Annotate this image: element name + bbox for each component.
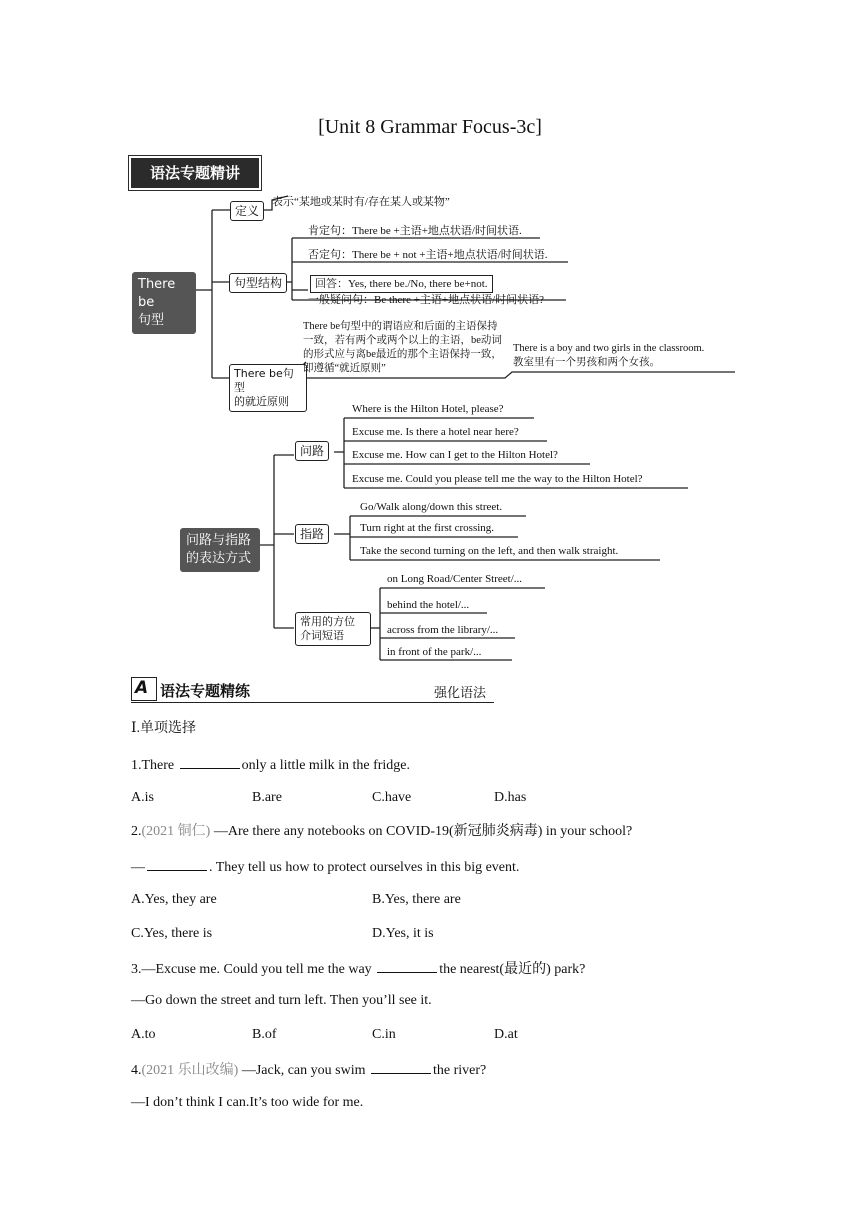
node-give-directions: 指路: [295, 524, 329, 544]
root-node-label: There be 句型: [138, 277, 176, 328]
q3-option-a[interactable]: A.to: [131, 1027, 156, 1042]
node-prepositional-phrases: 常用的方位 介词短语: [295, 612, 371, 646]
section-title: 语法专题精练: [160, 682, 251, 700]
section-a-mark: A: [131, 677, 157, 701]
preposition-item: on Long Road/Center Street/...: [387, 573, 523, 585]
question-1: 1.There only a little milk in the fridge.: [131, 755, 410, 775]
q3-option-d[interactable]: D.at: [494, 1027, 518, 1042]
section-divider: [131, 702, 494, 703]
question-3-line2: —Go down the street and turn left. Then you’ll see it.: [131, 993, 432, 1008]
example-english: There is a boy and two girls in the classroom.: [513, 343, 705, 354]
preposition-item: across from the library/...: [387, 624, 499, 636]
q3-option-b[interactable]: B.of: [252, 1027, 277, 1042]
direction-item: Take the second turning on the left, and then walk straight.: [360, 545, 619, 557]
q2-option-d[interactable]: D.Yes, it is: [372, 926, 434, 941]
node-ask-way: 问路: [295, 441, 329, 461]
answer-blank[interactable]: [377, 959, 437, 973]
structure-affirmative: 肯定句：There be +主语+地点状语/时间状语.: [308, 225, 522, 237]
question-2-line2: — . They tell us how to protect ourselves in this big event.: [131, 857, 519, 877]
ask-item: Where is the Hilton Hotel, please?: [352, 403, 504, 415]
section-banner: 语法专题精讲: [131, 158, 259, 188]
proximity-example: [513, 342, 738, 370]
question-4-line2: —I don’t think I can.It’s too wide for me.: [131, 1095, 364, 1110]
question-source: (2021 铜仁): [141, 824, 211, 839]
q1-option-d[interactable]: D.has: [494, 790, 527, 805]
question-2: 2.(2021 铜仁) —Are there any notebooks on COVID-19(新冠肺炎病毒) in your school?: [131, 824, 633, 839]
structure-answer: 回答：Yes, there be./No, there be+not.: [310, 275, 493, 293]
question-source: (2021 乐山改编): [141, 1063, 239, 1078]
example-chinese: 教室里有一个男孩和两个女孩。: [513, 357, 660, 368]
q2-option-b[interactable]: B.Yes, there are: [372, 892, 461, 907]
answer-blank[interactable]: [147, 857, 207, 871]
q2-option-c[interactable]: C.Yes, there is: [131, 926, 213, 941]
q1-option-c[interactable]: C.have: [372, 790, 412, 805]
root-node-directions-label: 问路与指路 的表达方式: [186, 533, 252, 566]
direction-item: Turn right at the first crossing.: [360, 522, 495, 534]
section-subtitle: 强化语法: [434, 686, 487, 701]
preposition-item: in front of the park/...: [387, 646, 482, 658]
structure-negative: 否定句：There be + not +主语+地点状语/时间状语.: [308, 249, 548, 261]
answer-blank[interactable]: [180, 755, 240, 769]
node-proximity-rule: There be句型 的就近原则: [229, 364, 307, 412]
direction-item: Go/Walk along/down this street.: [360, 501, 503, 513]
ask-item: Excuse me. Is there a hotel near here?: [352, 426, 519, 438]
root-node-there-be: [132, 272, 196, 334]
q2-option-a[interactable]: A.Yes, they are: [131, 892, 217, 907]
q3-option-c[interactable]: C.in: [372, 1027, 396, 1042]
part-heading: Ⅰ.单项选择: [131, 721, 197, 736]
proximity-rule-text: There be句型中的谓语应和后面的主语保持一致，若有两个或两个以上的主语，be动词的形式应与离be最近的那个主语保持一致，即遵循“就近原则”: [303, 321, 502, 374]
q1-option-b[interactable]: B.are: [252, 790, 282, 805]
question-3: 3.—Excuse me. Could you tell me the way the nearest(最近的) park?: [131, 959, 585, 979]
q1-option-a[interactable]: A.is: [131, 790, 154, 805]
structure-question: 一般疑问句：Be there +主语+地点状语/时间状语?: [308, 294, 545, 306]
question-4: 4.(2021 乐山改编) —Jack, can you swim the river?: [131, 1060, 486, 1080]
preposition-item: behind the hotel/...: [387, 599, 470, 611]
definition-text: 表示“某地或某时有/存在某人或某物”: [272, 196, 450, 208]
root-node-directions: [180, 528, 260, 572]
ask-item: Excuse me. Could you please tell me the way to the Hilton Hotel?: [352, 473, 643, 485]
ask-item: Excuse me. How can I get to the Hilton Hotel?: [352, 449, 558, 461]
node-structure: 句型结构: [229, 273, 287, 293]
answer-blank[interactable]: [371, 1060, 431, 1074]
node-definition: 定义: [230, 201, 264, 221]
page-title: [Unit 8 Grammar Focus-3c]: [318, 116, 542, 138]
